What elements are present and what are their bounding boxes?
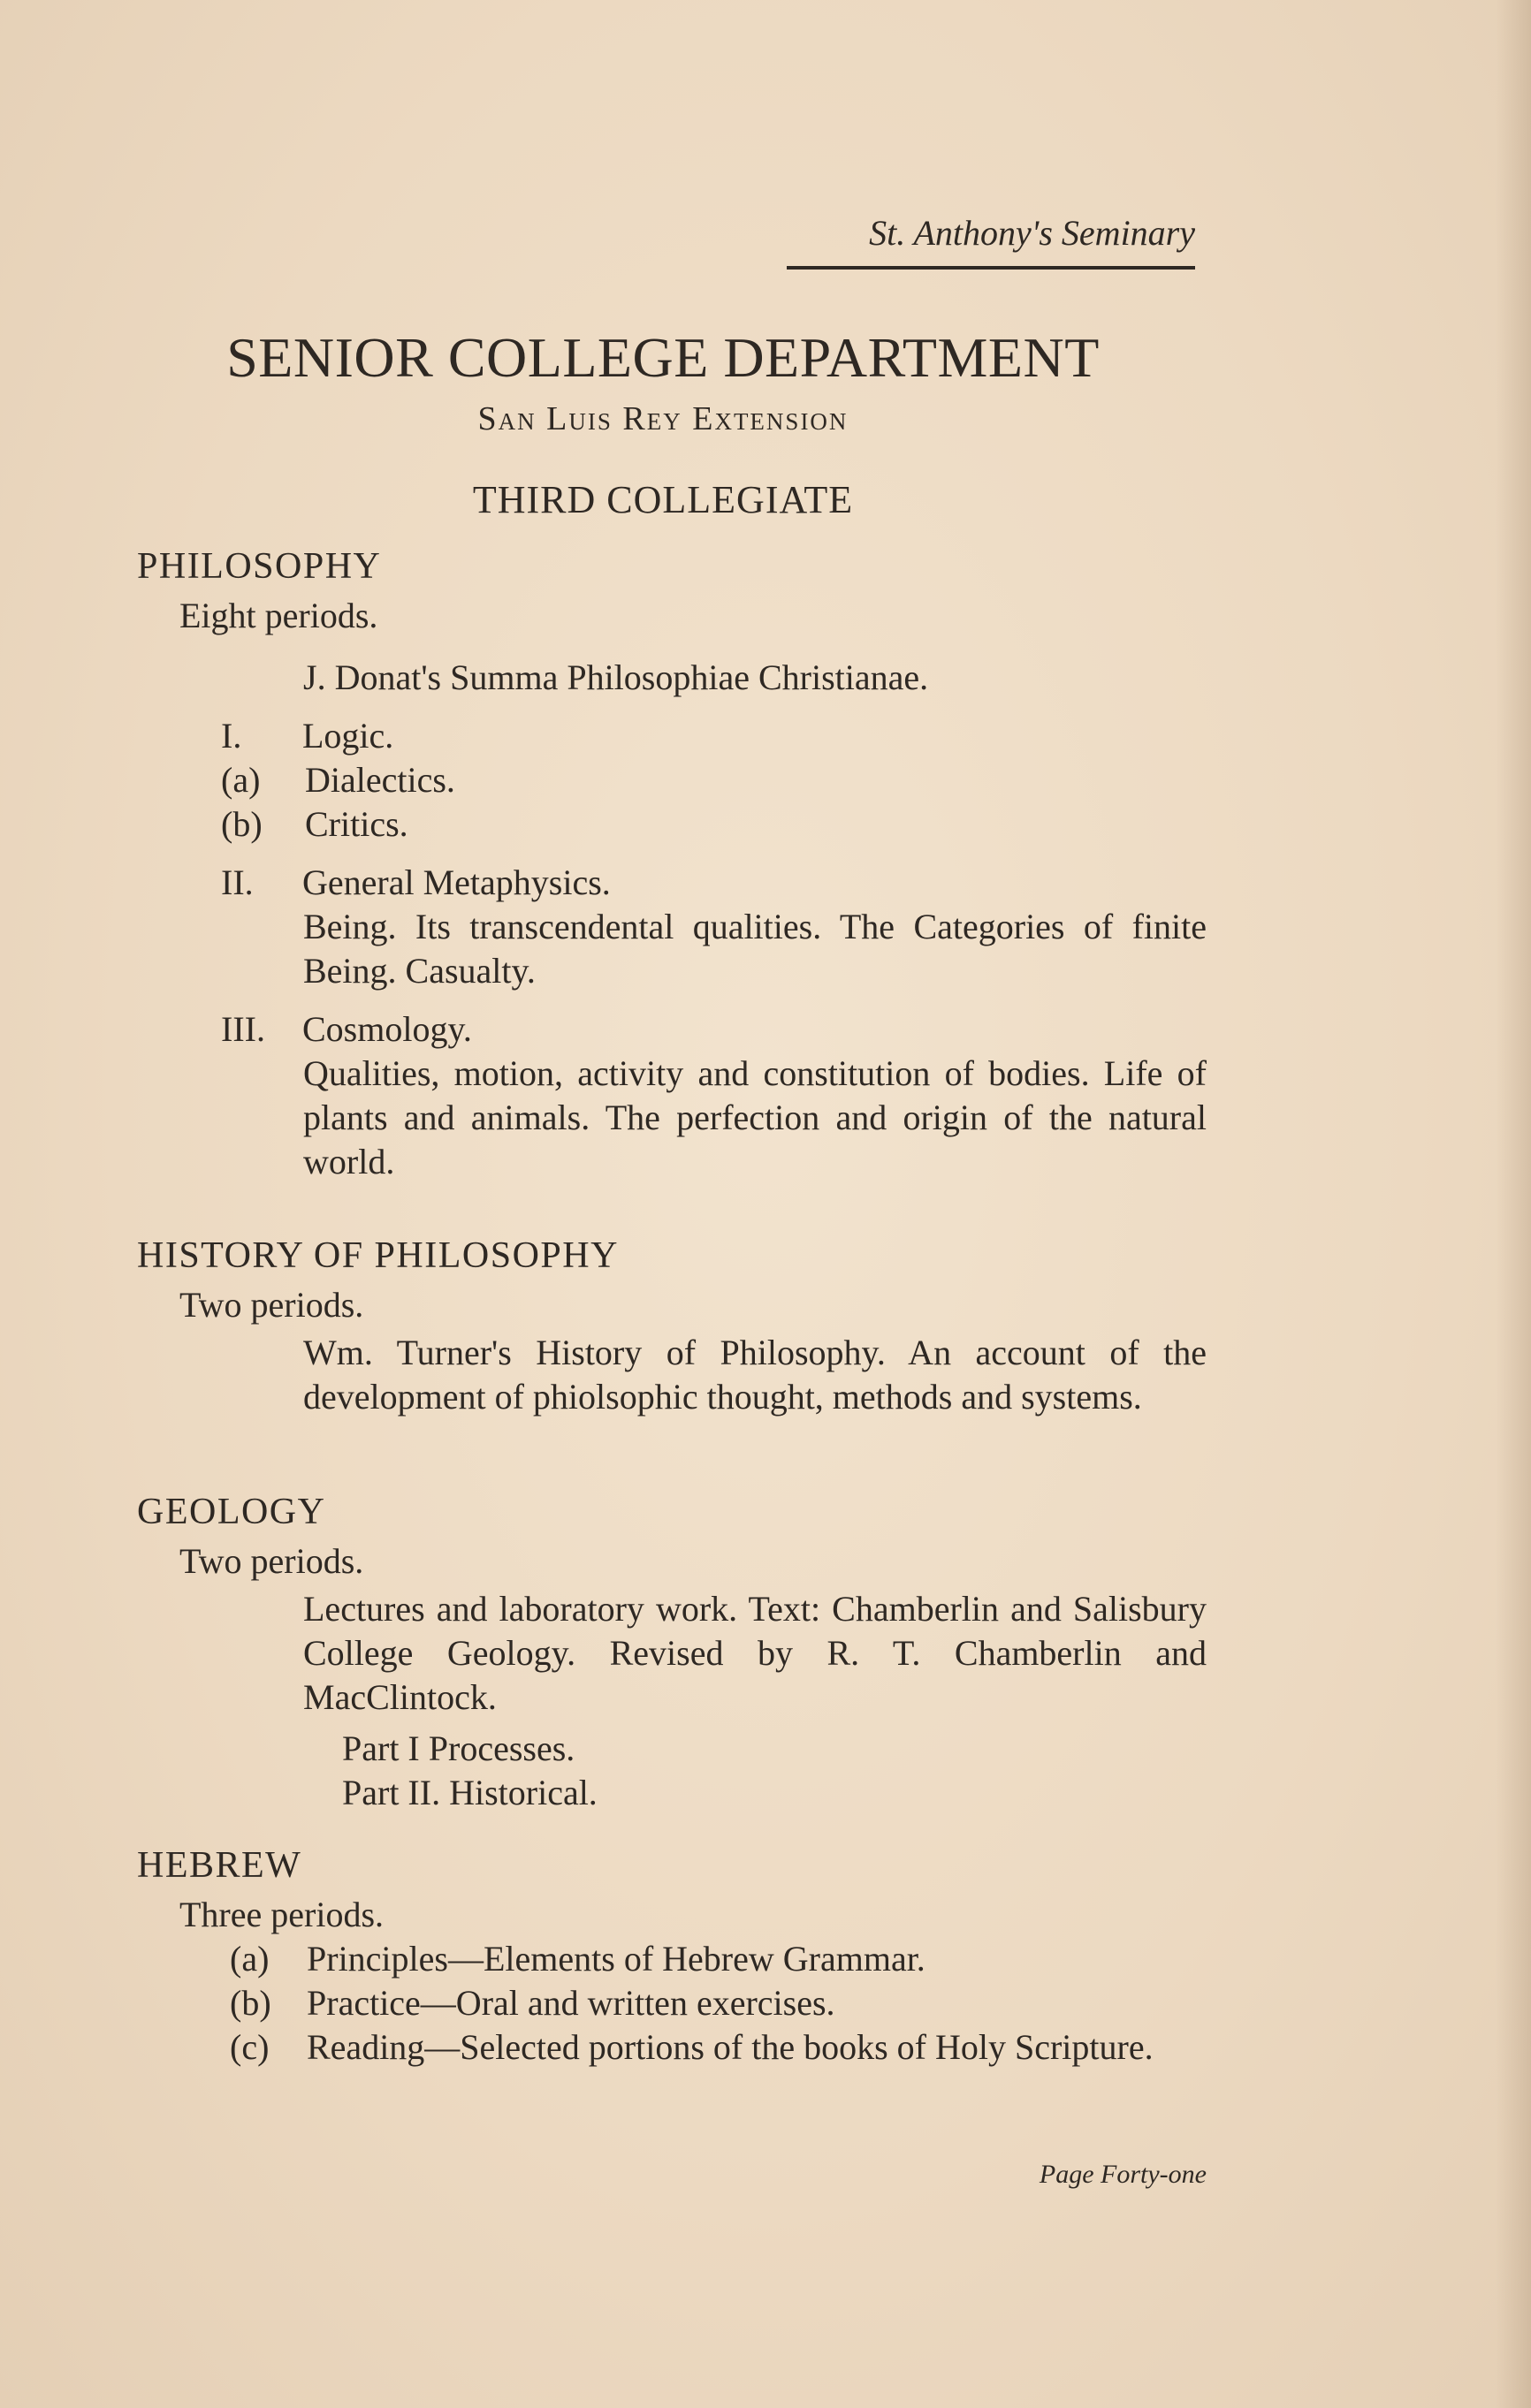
periods-note: Three periods.: [179, 1895, 385, 1934]
item-label: (b): [230, 1983, 271, 2023]
item-text: Practice—Oral and written exercises.: [307, 1983, 835, 2023]
cosmology-topic: [137, 1007, 1207, 1184]
geology-part: Part II. Historical.: [342, 1773, 598, 1812]
metaphysics-topic: [137, 861, 1207, 993]
roman-numeral: II.: [221, 862, 254, 902]
item-label: (a): [230, 1939, 270, 1979]
section-title: HEBREW: [137, 1845, 302, 1886]
periods-note: Two periods.: [179, 1285, 364, 1325]
item-label: (c): [230, 2027, 270, 2067]
topic-description: Being. Its transcendental qualities. The Categories of finite Being. Casualty.: [303, 907, 1207, 991]
department-title: SENIOR COLLEGE DEPARTMENT: [226, 326, 1100, 389]
list-item: [137, 802, 1207, 847]
list-item: [137, 2025, 1207, 2070]
list-item: [137, 758, 1207, 802]
history-of-philosophy-section: [137, 1234, 1207, 1419]
philosophy-section: [137, 544, 1207, 1184]
logic-topic: [137, 714, 1207, 847]
list-item: [137, 1937, 1207, 1981]
department-subtitle: San Luis Rey Extension: [477, 400, 849, 437]
topic-description: Qualities, motion, activity and constitution of bodies. Life of plants and animals. The perfection and origin of the natural world.: [303, 1053, 1207, 1181]
item-text: Critics.: [305, 804, 408, 844]
course-description: Lectures and laboratory work. Text: Chamberlin and Salisbury College Geology. Revised by R. T. Chamberlin and MacClintock.: [303, 1589, 1207, 1717]
item-text: Principles—Elements of Hebrew Grammar.: [307, 1939, 925, 1979]
hebrew-section: [137, 1843, 1207, 2070]
section-title: HISTORY OF PHILOSOPHY: [137, 1235, 619, 1276]
geology-section: [137, 1490, 1207, 1815]
periods-note: Eight periods.: [179, 596, 378, 635]
periods-note: Two periods.: [179, 1541, 364, 1581]
topic-title: Cosmology.: [302, 1009, 472, 1049]
year-heading: THIRD COLLEGIATE: [472, 478, 854, 521]
item-label: (a): [221, 760, 261, 800]
page-edge-shadow: [1496, 0, 1531, 2408]
page-number: Page Forty-one: [1039, 2160, 1207, 2189]
item-text: Dialectics.: [305, 760, 455, 800]
topic-title: Logic.: [302, 716, 394, 756]
running-header: St. Anthony's Seminary: [787, 212, 1195, 270]
section-title: PHILOSOPHY: [137, 546, 382, 587]
item-text: Reading—Selected portions of the books of Holy Scripture.: [307, 2027, 1154, 2067]
section-title: GEOLOGY: [137, 1492, 326, 1532]
geology-part: Part I Processes.: [342, 1728, 575, 1768]
list-item: [137, 1981, 1207, 2025]
topic-title: General Metaphysics.: [302, 862, 611, 902]
roman-numeral: I.: [221, 716, 242, 756]
course-description: Wm. Turner's History of Philosophy. An account of the development of phiolsophic thought, methods and systems.: [303, 1333, 1207, 1417]
item-label: (b): [221, 804, 263, 844]
text-reference: J. Donat's Summa Philosophiae Christianae.: [303, 657, 929, 697]
roman-numeral: III.: [221, 1009, 265, 1049]
